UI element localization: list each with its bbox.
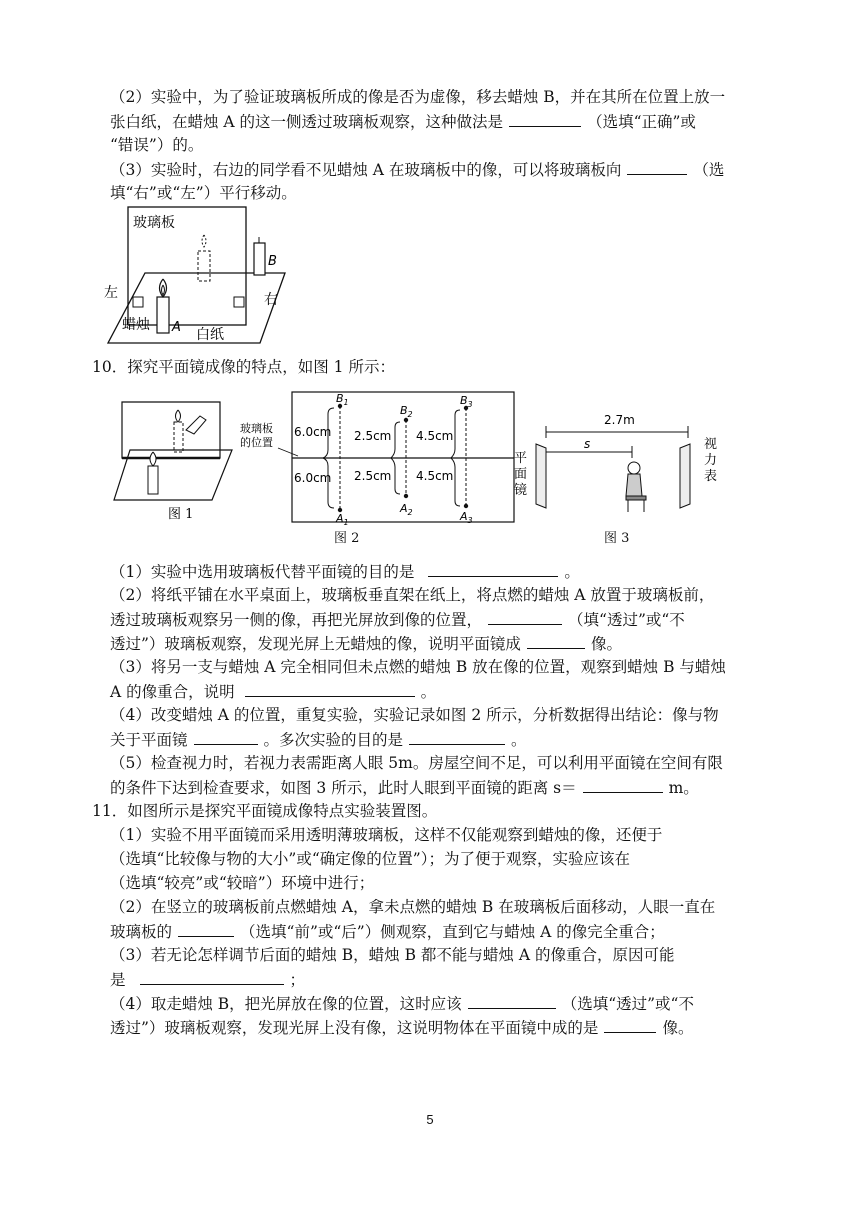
candle-label: 蜡烛 [122,317,150,333]
q11-part1-line1: （1）实验不用平面镜而采用透明薄玻璃板，这样不仅能观察到蜡烛的像，还便于 [110,826,663,844]
q11-part2-line1: （2）在竖立的玻璃板前点燃蜡烛 A，拿未点燃的蜡烛 B 在玻璃板后面移动，人眼一直在 [110,898,716,916]
q9-part3-line2: 填“右”或“左”）平行移动。 [110,184,297,202]
answer-blank[interactable] [245,680,415,697]
answer-blank[interactable] [468,992,556,1009]
distance-2-5cm-upper: 2.5cm [354,429,392,443]
q10-part5-line1: （5）检查视力时，若视力表需距离人眼 5m。房屋空间不足，可以利用平面镜在空间有限 [110,754,723,772]
right-label: 右 [264,292,278,308]
q10-figure-1 [112,392,244,522]
answer-blank[interactable] [178,920,234,937]
q10-part4-line2: 关于平面镜 。多次实验的目的是 。 [110,728,527,751]
q9-part2-line1: （2）实验中，为了验证玻璃板所成的像是否为虚像，移去蜡烛 B，并在其所在位置上放一 [110,88,726,106]
mirror-label-2: 面 [514,467,528,482]
chart-label-2: 力 [704,453,718,468]
chart-label-1: 视 [704,437,718,452]
answer-blank[interactable] [409,728,505,745]
q9-part2-line2: 张白纸，在蜡烛 A 的这一侧透过玻璃板观察，这种做法是 （选填“正确”或 [110,110,696,133]
chart-label-3: 表 [704,469,718,484]
label-a1: $A_1$ [336,512,349,525]
figure-2-caption: 图 2 [334,531,360,546]
answer-blank[interactable] [583,776,663,793]
q10-part3-line2: A 的像重合，说明 。 [110,680,436,703]
answer-blank[interactable] [527,632,585,649]
distance-6cm-lower: 6.0cm [294,471,332,485]
q9-part2-line3: “错误”）的。 [110,136,204,154]
q10-part2-line3: 透过”）玻璃板观察，发现光屏上无蜡烛的像，说明平面镜成 像。 [110,632,622,655]
answer-blank[interactable] [627,158,687,175]
left-label: 左 [104,285,118,301]
q10-part4-line1: （4）改变蜡烛 A 的位置，重复实验，实验记录如图 2 所示，分析数据得出结论：像与物 [110,706,719,724]
q9-part3-line1: （3）实验时，右边的同学看不见蜡烛 A 在玻璃板中的像，可以将玻璃板向 （选 [110,158,724,181]
answer-blank[interactable] [509,110,581,127]
page-number: 5 [426,1112,434,1127]
white-paper-label: 白纸 [196,327,224,343]
label-b1: $B_1$ [336,392,349,407]
q11-part4-line1: （4）取走蜡烛 B，把光屏放在像的位置，这时应该 （选填“透过”或“不 [110,992,694,1015]
glass-position-label-1: 玻璃板 [240,422,273,435]
figure-3-caption: 图 3 [604,531,630,546]
label-b2: $B_2$ [400,404,413,419]
q11-part3-line2: 是 ； [110,968,305,991]
candle-a-label: A [172,320,181,335]
mirror-label-1: 平 [514,451,528,466]
q10-part2-line1: （2）将纸平铺在水平桌面上，玻璃板垂直架在纸上，将点燃的蜡烛 A 放置于玻璃板前， [110,586,715,604]
figure-1-caption: 图 1 [168,507,194,522]
q10-part2-line2: 透过玻璃板观察另一侧的像，再把光屏放到像的位置， （填“透过”或“不 [110,608,685,631]
answer-blank[interactable] [604,1016,656,1033]
q10-figure-3 [512,392,730,524]
q10-figure-2 [238,390,516,525]
candle-b-label: B [268,254,277,269]
answer-blank[interactable] [140,968,284,985]
q11-title: 11．如图所示是探究平面镜成像特点实验装置图。 [92,802,438,820]
distance-4-5cm-upper: 4.5cm [416,429,454,443]
answer-blank[interactable] [194,728,258,745]
q11-part1-line2: （选填“比较像与物的大小”或“确定像的位置”）；为了便于观察，实验应该在 [110,850,630,868]
distance-4-5cm-lower: 4.5cm [416,469,454,483]
q9-glass-candle-figure [100,205,290,347]
q11-part1-line3: （选填“较亮”或“较暗”）环境中进行； [110,874,375,892]
distance-2-5cm-lower: 2.5cm [354,469,392,483]
q10-part1: （1）实验中选用玻璃板代替平面镜的目的是 。 [110,560,580,583]
glass-position-label-2: 的位置 [240,436,273,449]
q11-part4-line2: 透过”）玻璃板观察，发现光屏上没有像，这说明物体在平面镜中成的是 像。 [110,1016,693,1039]
label-b3: $B_3$ [460,394,473,409]
q10-title: 10．探究平面镜成像的特点，如图 1 所示： [92,358,395,376]
label-a2: $A_2$ [400,502,413,517]
q11-part3-line1: （3）若无论怎样调节后面的蜡烛 B，蜡烛 B 都不能与蜡烛 A 的像重合，原因可能 [110,946,675,964]
distance-6cm-upper: 6.0cm [294,425,332,439]
label-a3: $A_3$ [460,510,473,525]
mirror-label-3: 镜 [514,483,528,498]
distance-s: s [584,437,591,451]
answer-blank[interactable] [428,560,558,577]
q10-part3-line1: （3）将另一支与蜡烛 A 完全相同但未点燃的蜡烛 B 放在像的位置，观察到蜡烛 B 与蜡烛 [110,658,726,676]
q10-part5-line2: 的条件下达到检查要求，如图 3 所示，此时人眼到平面镜的距离 s＝ m。 [110,776,699,799]
answer-blank[interactable] [488,608,562,625]
distance-2-7m: 2.7m [604,413,635,427]
q11-part2-line2: 玻璃板的 （选填“前”或“后”）侧观察，直到它与蜡烛 A 的像完全重合； [110,920,665,943]
glass-plate-label: 玻璃板 [133,215,175,231]
